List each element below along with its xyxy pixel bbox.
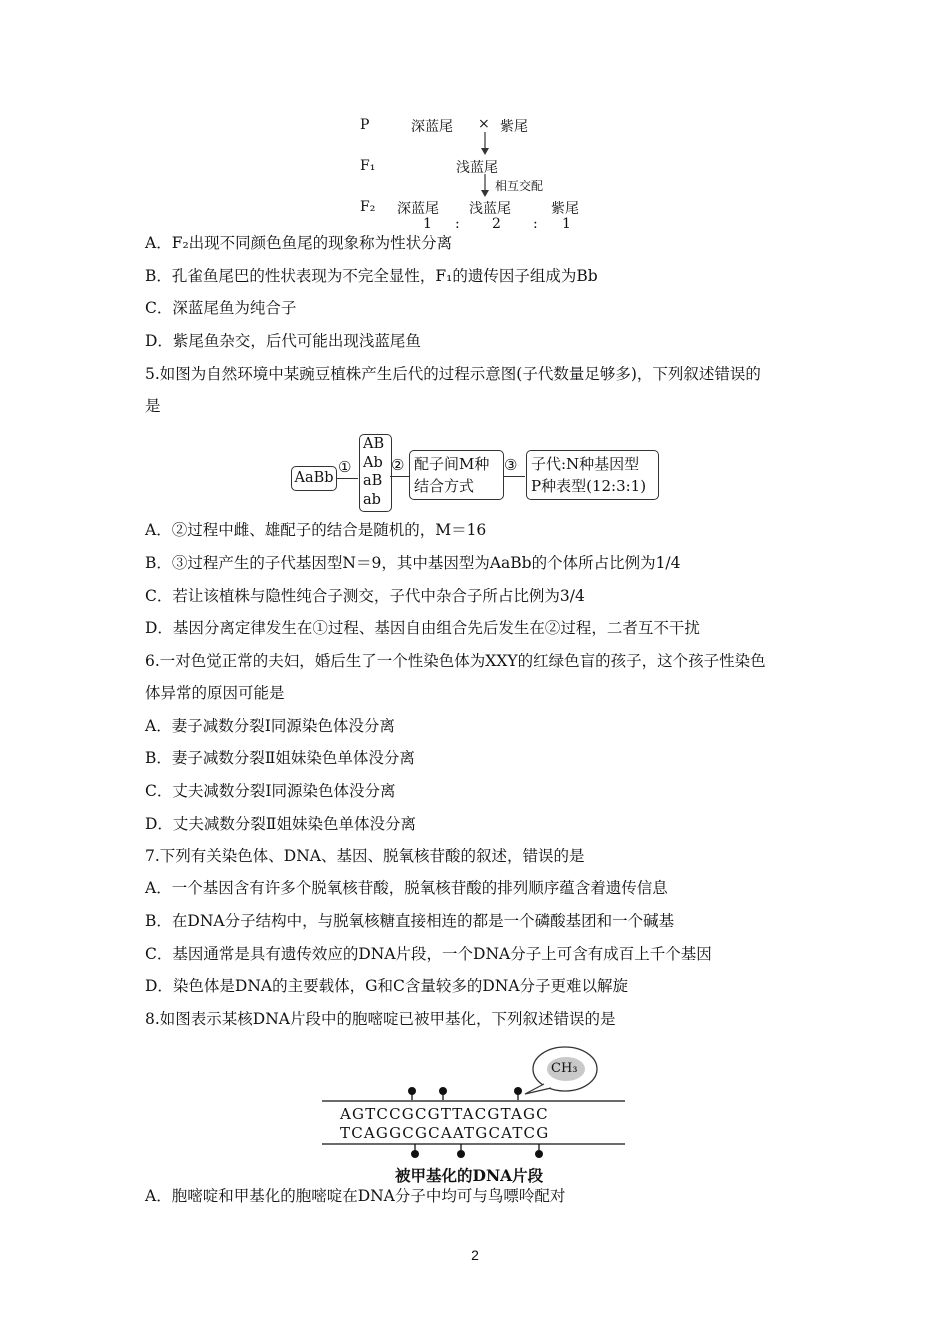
q5-option: D．基因分离定律发生在①过程、基因自由组合先后发生在②过程，二者互不干扰 xyxy=(145,619,700,637)
fig1-p-label: P xyxy=(360,117,370,133)
fig5-mid-box xyxy=(409,450,504,500)
fig8-caption: 被甲基化的DNA片段 xyxy=(395,1166,544,1185)
q7-option: C．基因通常是具有遗传效应的DNA片段，一个DNA分子上可含有成百上千个基因 xyxy=(145,945,712,963)
q5-option: A．②过程中雌、雄配子的结合是随机的，M＝16 xyxy=(145,521,487,539)
q5-option: B．③过程产生的子代基因型N＝9，其中基因型为AaBb的个体所占比例为1/4 xyxy=(145,554,681,572)
fig1-f1-text: 浅蓝尾 xyxy=(456,160,498,176)
fig5-gamete-box xyxy=(359,434,392,512)
fig5-mid-line: 结合方式 xyxy=(414,477,475,495)
fig5-gamete: ab xyxy=(363,491,381,508)
fig5-arrow xyxy=(336,478,358,479)
fig8-methyl-pin xyxy=(514,1087,522,1095)
q6-stem-cont: 体异常的原因可能是 xyxy=(145,684,285,702)
fig5-mid-line: 配子间M种 xyxy=(414,455,490,473)
page-number: 2 xyxy=(471,1247,479,1263)
fig5-step-1: ① xyxy=(338,458,352,476)
fig1-ratio: 1 xyxy=(423,216,432,232)
fig5-gamete: Ab xyxy=(363,454,383,471)
q7-option: B．在DNA分子结构中，与脱氧核糖直接相连的都是一个磷酸基团和一个碱基 xyxy=(145,912,675,930)
q6-option: A．妻子减数分裂Ⅰ同源染色体没分离 xyxy=(145,717,395,735)
fig8-strand-top: AGTCCGCGTTACGTAGC xyxy=(340,1105,549,1123)
fig5-arrow xyxy=(503,476,525,477)
fig8-methyl-pin xyxy=(411,1150,419,1158)
fig5-step-2: ② xyxy=(391,456,405,474)
fig5-end-line: 子代:N种基因型 xyxy=(531,455,640,473)
fig1-ratio: 1 xyxy=(562,216,571,232)
fig1-ratio: : xyxy=(533,216,538,232)
fig1-ratio: : xyxy=(455,216,460,232)
fig5-end-box xyxy=(526,450,659,500)
fig5-start-box: AaBb xyxy=(291,466,337,491)
q7-option: D．染色体是DNA的主要载体，G和C含量较多的DNA分子更难以解旋 xyxy=(145,977,629,995)
fig1-p-right: 紫尾 xyxy=(500,119,528,135)
fig8-strand-bottom: TCAGGCGCAATGCATCG xyxy=(340,1124,550,1142)
q5-stem-cont: 是 xyxy=(145,397,161,415)
fig8-methyl-pin xyxy=(439,1087,447,1095)
fig1-p-left: 深蓝尾 xyxy=(411,119,453,135)
fig5-gamete: aB xyxy=(363,473,383,489)
q4-option: C．深蓝尾鱼为纯合子 xyxy=(145,299,297,317)
fig8-methyl-pin xyxy=(408,1087,416,1095)
q4-option: D．紫尾鱼杂交，后代可能出现浅蓝尾鱼 xyxy=(145,332,421,350)
fig1-f1-label: F₁ xyxy=(360,158,376,174)
q4-option: A．F₂出现不同颜色鱼尾的现象称为性状分离 xyxy=(145,234,453,252)
q5-stem: 5.如图为自然环境中某豌豆植株产生后代的过程示意图(子代数量足够多)，下列叙述错误的 xyxy=(145,365,761,383)
q6-option: C．丈夫减数分裂Ⅰ同源染色体没分离 xyxy=(145,782,396,800)
fig8-methyl-pin xyxy=(457,1150,465,1158)
fig1-f2-item: 紫尾 xyxy=(551,201,579,217)
fig1-ratio: 2 xyxy=(492,216,501,232)
q4-option: B．孔雀鱼尾巴的性状表现为不完全显性，F₁的遗传因子组成为Bb xyxy=(145,267,598,285)
fig5-end-line: P种表型(12:3:1) xyxy=(531,477,647,495)
fig5-arrow xyxy=(390,476,409,477)
q6-option: B．妻子减数分裂Ⅱ姐妹染色单体没分离 xyxy=(145,749,415,767)
fig1-arrow-2 xyxy=(478,172,492,198)
q5-option: C．若让该植株与隐性纯合子测交，子代中杂合子所占比例为3/4 xyxy=(145,587,585,605)
fig1-cross-sign: × xyxy=(478,116,490,132)
q8-stem: 8.如图表示某核DNA片段中的胞嘧啶已被甲基化，下列叙述错误的是 xyxy=(145,1010,616,1028)
fig1-f2-label: F₂ xyxy=(360,199,376,215)
fig5-gamete: AB xyxy=(363,436,385,452)
fig1-arrow-note: 相互交配 xyxy=(495,179,544,193)
fig1-f2-item: 浅蓝尾 xyxy=(469,201,511,217)
q6-option: D．丈夫减数分裂Ⅱ姐妹染色单体没分离 xyxy=(145,815,416,833)
fig8-methyl-pin xyxy=(535,1150,543,1158)
fig8-bubble-label: CH₃ xyxy=(551,1061,578,1076)
q7-option: A．一个基因含有许多个脱氧核苷酸，脱氧核苷酸的排列顺序蕴含着遗传信息 xyxy=(145,879,668,897)
q6-stem: 6.一对色觉正常的夫妇，婚后生了一个性染色体为XXY的红绿色盲的孩子，这个孩子性染色 xyxy=(145,652,766,670)
fig8-dna-lines xyxy=(320,1042,630,1162)
fig5-step-3: ③ xyxy=(504,456,518,474)
fig1-arrow-1 xyxy=(478,130,492,156)
q7-stem: 7.下列有关染色体、DNA、基因、脱氧核苷酸的叙述，错误的是 xyxy=(145,847,585,865)
fig1-f2-item: 深蓝尾 xyxy=(397,201,439,217)
q8-option: A．胞嘧啶和甲基化的胞嘧啶在DNA分子中均可与鸟嘌呤配对 xyxy=(145,1187,566,1205)
